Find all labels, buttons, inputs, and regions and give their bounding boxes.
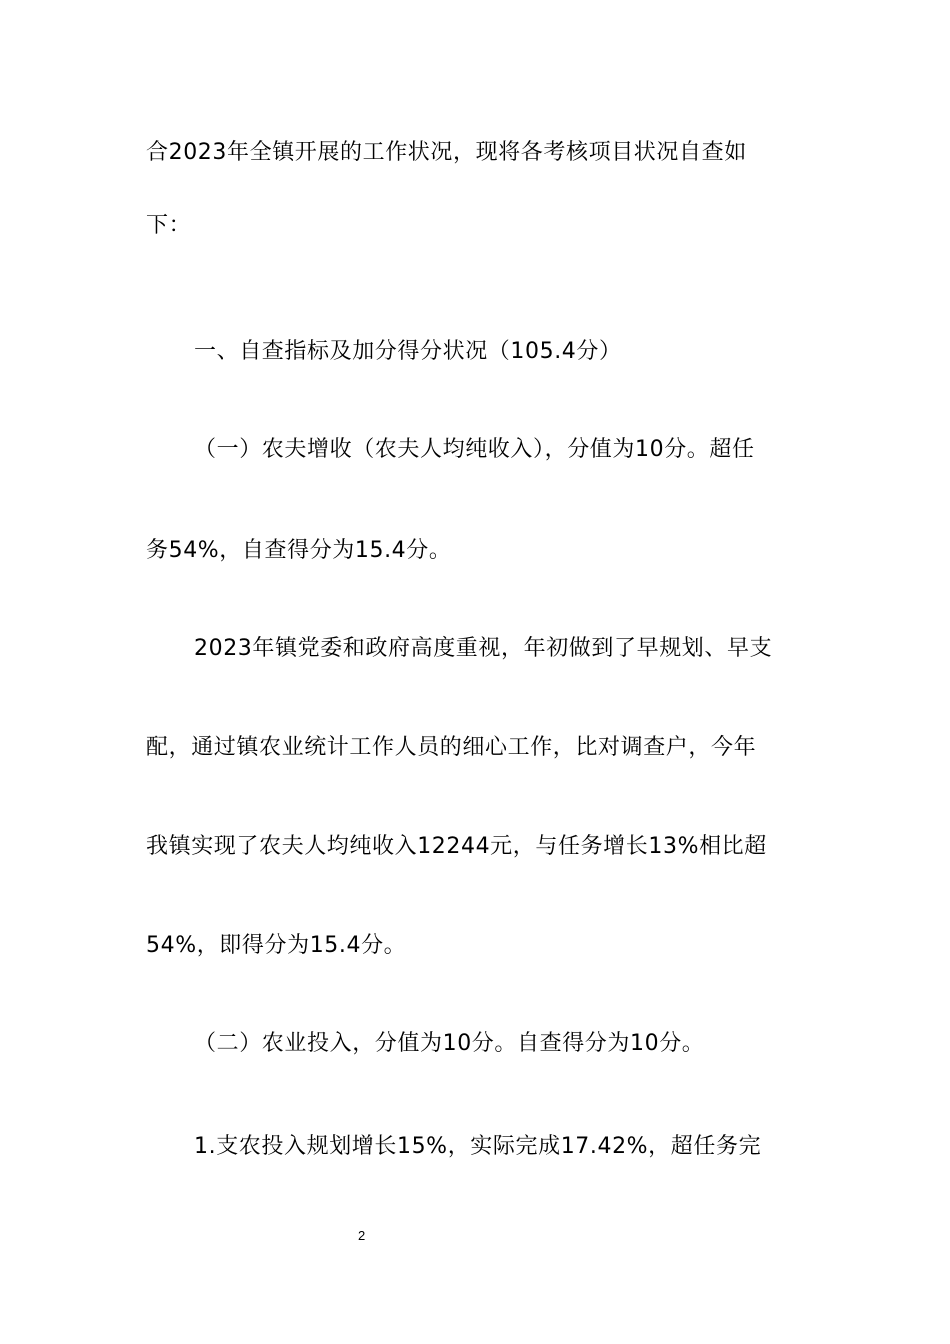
section-heading: 一、自查指标及加分得分状况（105.4分） [194,339,622,364]
paragraph-line: 下： [146,213,192,238]
paragraph-line: 2023年镇党委和政府高度重视，年初做到了早规划、早支 [194,636,773,661]
paragraph-line: 务54%，自查得分为15.4分。 [146,538,452,563]
paragraph-line: 配，通过镇农业统计工作人员的细心工作，比对调查户，今年 [146,735,757,760]
paragraph-line: 54%，即得分为15.4分。 [146,933,407,958]
paragraph-line: 我镇实现了农夫人均纯收入12244元，与任务增长13%相比超 [146,834,767,859]
page-number: 2 [358,1228,366,1243]
subsection-heading: （一）农夫增收（农夫人均纯收入），分值为10分。超任 [194,437,755,462]
paragraph-line: 合2023年全镇开展的工作状况，现将各考核项目状况自查如 [146,140,747,165]
subsection-heading: （二）农业投入，分值为10分。自查得分为10分。 [194,1031,705,1056]
list-item: 1.支农投入规划增长15%，实际完成17.42%，超任务完 [194,1134,762,1159]
